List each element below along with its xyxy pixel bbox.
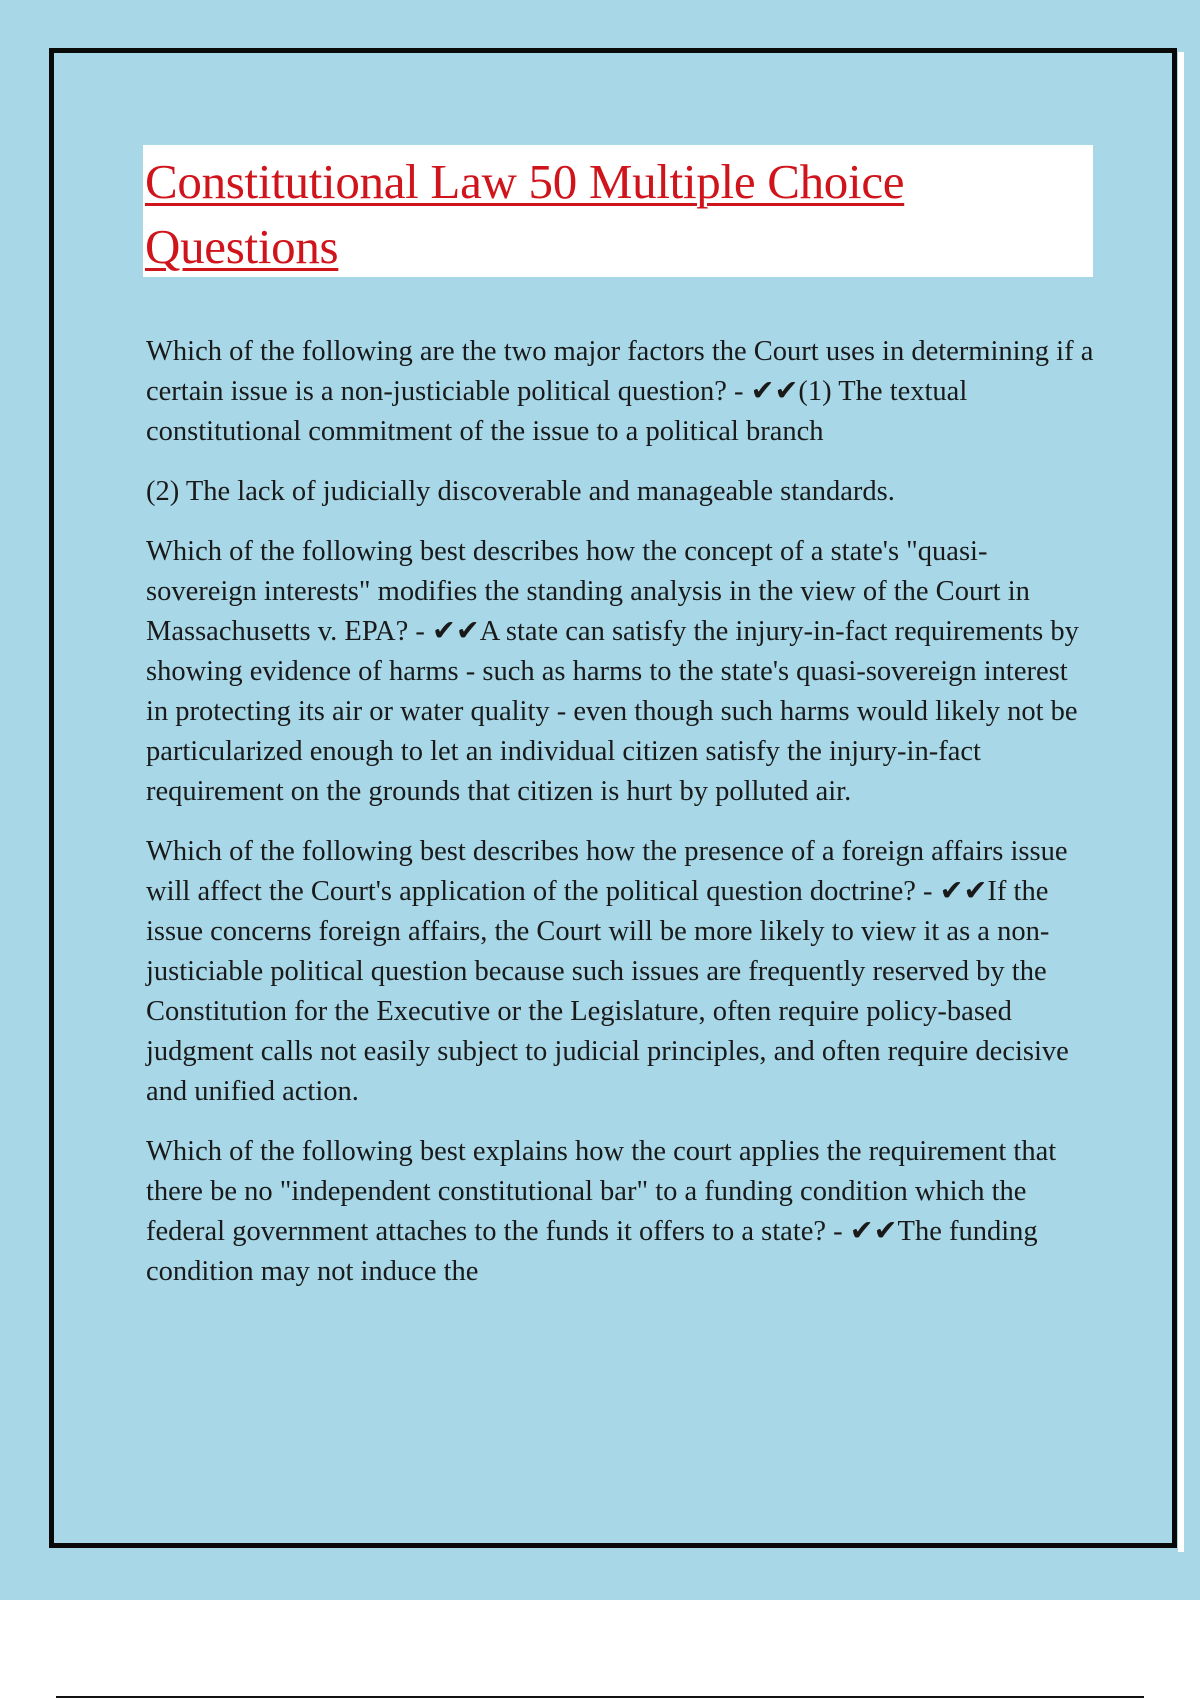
question-3-paragraph: Which of the following best describes how the presence of a foreign affairs issue will affect the Court's application of the political question doctrine? - ✔✔If the issue concerns foreign affairs, the Court will be more likely to view it as a non-justiciable political question because such issues are frequently reserved by the Constitution for the Executive or the Legislature, often require policy-based judgment calls not easily subject to judicial principles, and often require decisive and unified action. [146, 836, 1069, 1107]
question-4-paragraph: Which of the following best explains how the court applies the requirement that there be no "independent constitutional bar" to a funding condition which the federal government attaches to the funds it offers to a state? - ✔✔The funding condition may not induce the [146, 1136, 1057, 1287]
document-body [146, 332, 1096, 1312]
document-title: Constitutional Law 50 Multiple Choice Questions [145, 154, 905, 274]
title-box [143, 145, 1093, 277]
question-1-continuation: (2) The lack of judicially discoverable and manageable standards. [146, 476, 895, 507]
footer-divider [56, 1696, 1144, 1698]
frame-edge [1178, 52, 1184, 1552]
question-1-paragraph: Which of the following are the two major factors the Court uses in determining if a certain issue is a non-justiciable political question? - ✔✔(1) The textual constitutional commitment of the issue to a political branch [146, 336, 1094, 447]
question-2-paragraph: Which of the following best describes how the concept of a state's "quasi-sovereign interests" modifies the standing analysis in the view of the Court in Massachusetts v. EPA? - ✔✔A state can satisfy the injury-in-fact requirements by showing evidence of harms - such as harms to the state's quasi-sovereign interest in protecting its air or water quality - even though such harms would likely not be particularized enough to let an individual citizen satisfy the injury-in-fact requirement on the grounds that citizen is hurt by polluted air. [146, 536, 1079, 807]
